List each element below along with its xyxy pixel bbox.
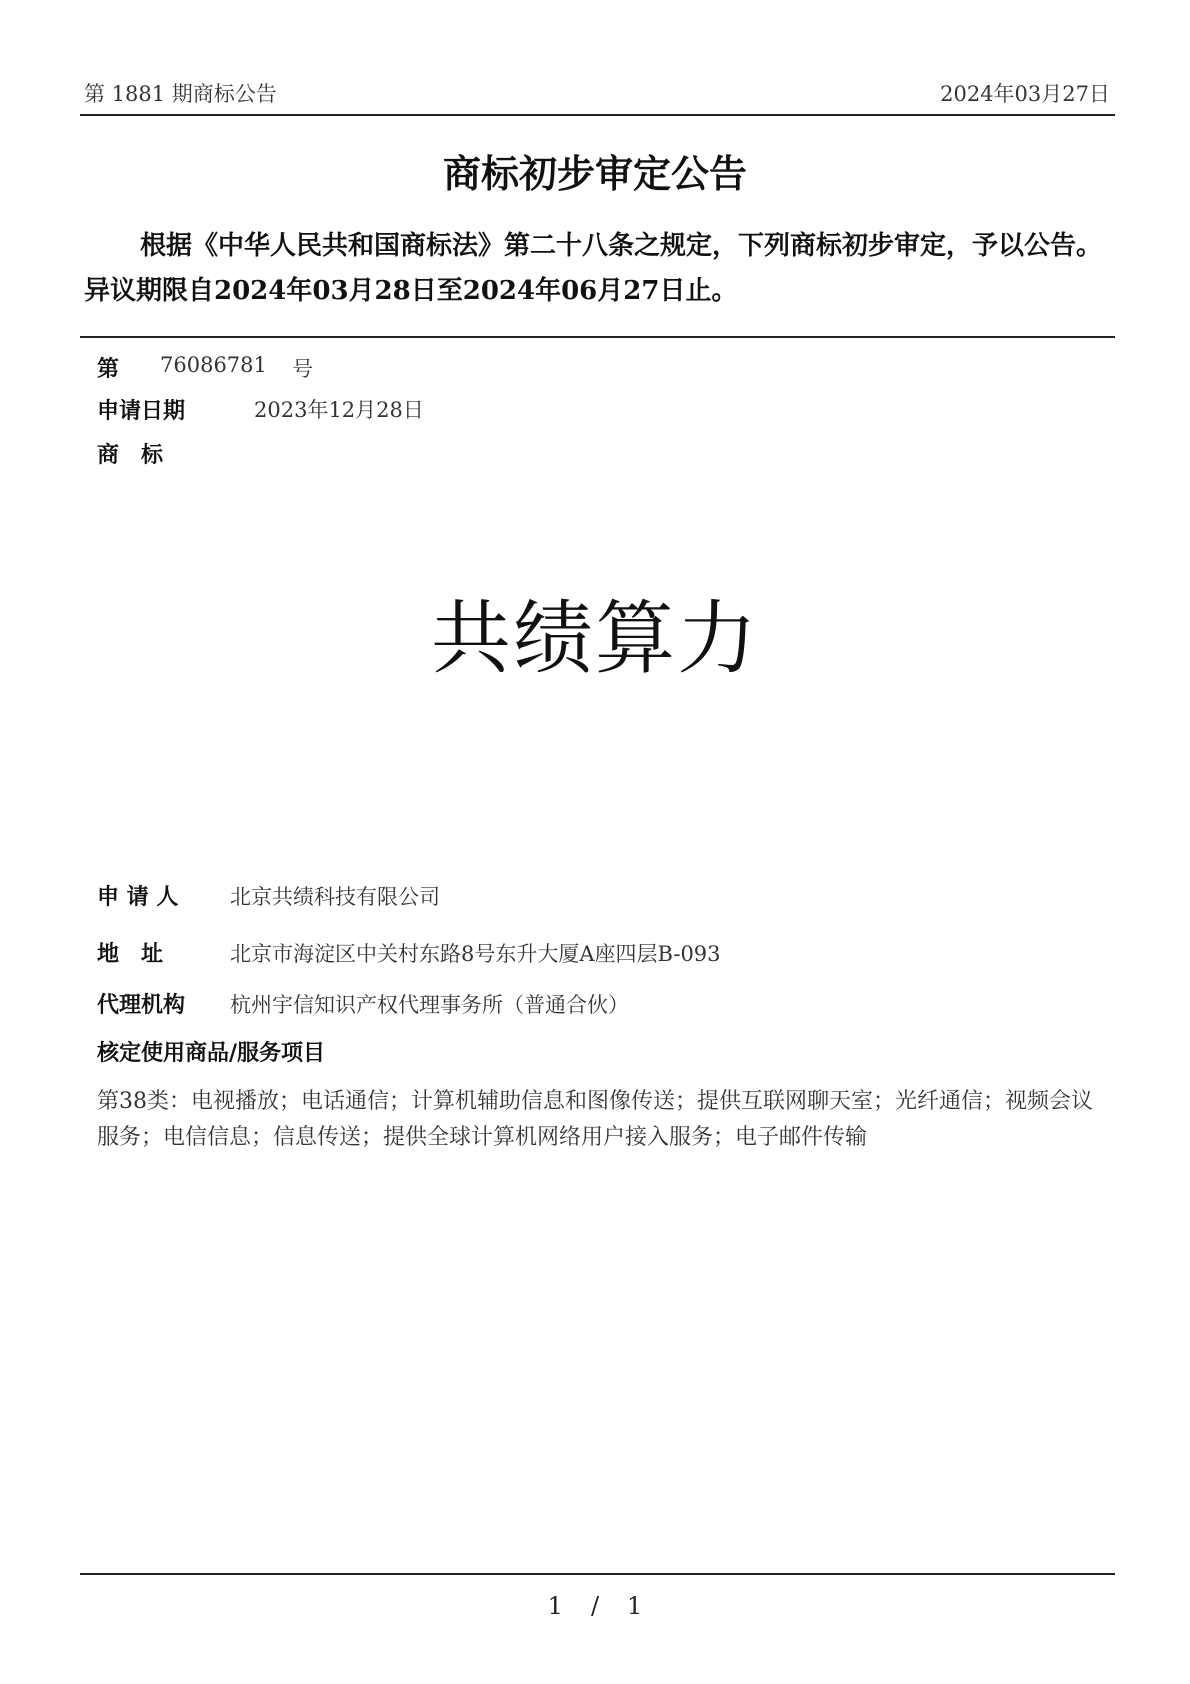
number-prefix: 第 xyxy=(97,356,120,382)
applicant-name: 北京共绩科技有限公司 xyxy=(230,885,440,909)
filing-date: 2023年12月28日 xyxy=(254,398,424,422)
agent-name: 杭州宇信知识产权代理事务所（普通合伙） xyxy=(230,993,629,1017)
number-suffix: 号 xyxy=(292,357,313,381)
mark-label: 商 标 xyxy=(97,442,164,468)
header-rule xyxy=(80,114,1115,116)
section-rule xyxy=(80,336,1115,338)
registration-number: 76086781 xyxy=(160,353,267,377)
trademark-text: 共绩算力 xyxy=(431,592,759,685)
publication-date: 2024年03月27日 xyxy=(940,82,1110,106)
address-label: 地 址 xyxy=(97,941,164,967)
issue-number: 第 1881 期商标公告 xyxy=(84,82,277,106)
filing-date-label: 申请日期 xyxy=(97,398,186,424)
applicant-address: 北京市海淀区中关村东路8号东升大厦A座四层B-093 xyxy=(230,942,721,966)
page-indicator xyxy=(0,1592,1190,1620)
agent-label: 代理机构 xyxy=(97,992,186,1018)
total-pages: 1 xyxy=(627,1592,643,1620)
page-title: 商标初步审定公告 xyxy=(442,151,747,196)
announcement-text: 根据《中华人民共和国商标法》第二十八条之规定，下列商标初步审定，予以公告。异议期限自2024年03月28日至2024年06月27日止。 xyxy=(84,231,1103,306)
goods-label: 核定使用商品/服务项目 xyxy=(97,1040,326,1066)
applicant-label: 申 请 人 xyxy=(97,884,179,910)
current-page: 1 xyxy=(547,1592,563,1620)
goods-services-list: 第38类：电视播放；电话通信；计算机辅助信息和图像传送；提供互联网聊天室；光纤通信；视频会议服务；电信信息；信息传送；提供全球计算机网络用户接入服务；电子邮件传输 xyxy=(97,1089,1093,1150)
page-separator: / xyxy=(590,1592,600,1620)
footer-rule xyxy=(80,1573,1115,1575)
